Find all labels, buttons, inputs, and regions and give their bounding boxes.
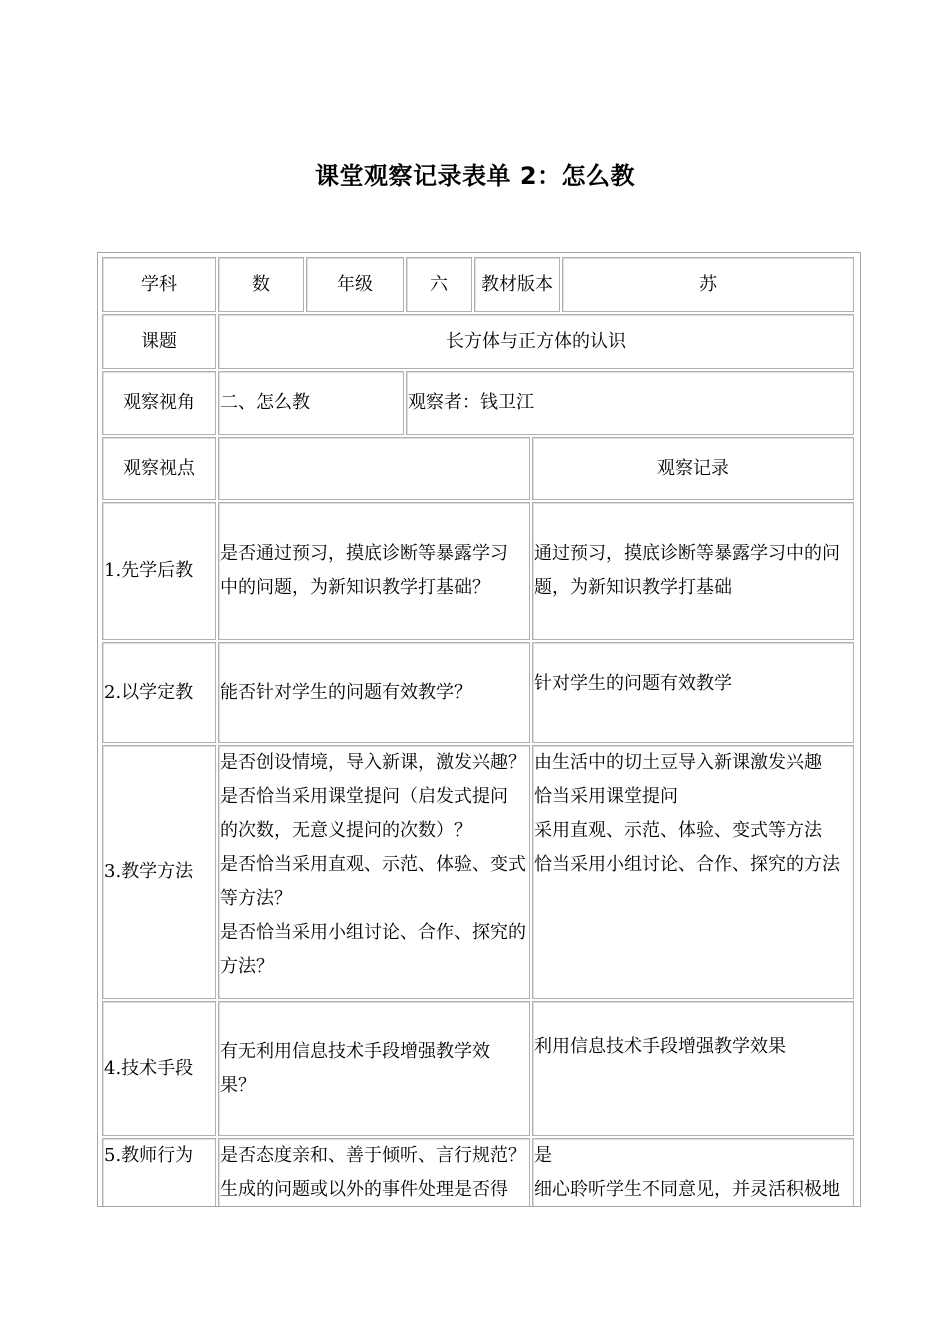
grade-value: 六 xyxy=(406,257,472,312)
row-3-label: 3.教学方法 xyxy=(102,745,216,999)
edition-value: 苏 xyxy=(562,257,854,312)
observation-table xyxy=(97,252,861,1207)
perspective-label: 观察视角 xyxy=(102,371,216,435)
observer: 观察者：钱卫江 xyxy=(406,371,854,435)
row-2-record: 针对学生的问题有效教学 xyxy=(532,642,854,743)
subject-value: 数 xyxy=(218,257,304,312)
row-1-label: 1.先学后教 xyxy=(102,502,216,640)
perspective-value: 二、怎么教 xyxy=(218,371,404,435)
row-3-question: 是否创设情境，导入新课，激发兴趣？ 是否恰当采用课堂提问（启发式提问 的次数，无意义提问的次数）？ 是否恰当采用直观、示范、体验、变式 等方法？ 是否恰当采用小组讨论、合作、探究的 方法？ xyxy=(218,745,530,999)
row-2-label: 2.以学定教 xyxy=(102,642,216,743)
record-label: 观察记录 xyxy=(532,437,854,500)
row-5-question: 是否态度亲和、善于倾听、言行规范？ 生成的问题或以外的事件处理是否得 xyxy=(218,1138,530,1207)
question-header xyxy=(218,437,530,500)
row-2-question: 能否针对学生的问题有效教学？ xyxy=(218,642,530,743)
page-title: 课堂观察记录表单 2：怎么教 xyxy=(314,162,636,190)
row-1-question: 是否通过预习，摸底诊断等暴露学习 中的问题，为新知识教学打基础？ xyxy=(218,502,530,640)
point-label: 观察视点 xyxy=(102,437,216,500)
row-5-label: 5.教师行为 xyxy=(102,1138,216,1207)
topic-value: 长方体与正方体的认识 xyxy=(218,314,854,369)
row-5-record: 是 细心聆听学生不同意见，并灵活积极地 xyxy=(532,1138,854,1207)
row-1-record: 通过预习，摸底诊断等暴露学习中的问 题，为新知识教学打基础 xyxy=(532,502,854,640)
topic-label: 课题 xyxy=(102,314,216,369)
subject-label: 学科 xyxy=(102,257,216,312)
row-4-record: 利用信息技术手段增强教学效果 xyxy=(532,1001,854,1136)
edition-label: 教材版本 xyxy=(474,257,560,312)
row-4-label: 4.技术手段 xyxy=(102,1001,216,1136)
grade-label: 年级 xyxy=(306,257,404,312)
row-4-question: 有无利用信息技术手段增强教学效 果？ xyxy=(218,1001,530,1136)
row-3-record: 由生活中的切土豆导入新课激发兴趣 恰当采用课堂提问 采用直观、示范、体验、变式等方法 恰当采用小组讨论、合作、探究的方法 xyxy=(532,745,854,999)
